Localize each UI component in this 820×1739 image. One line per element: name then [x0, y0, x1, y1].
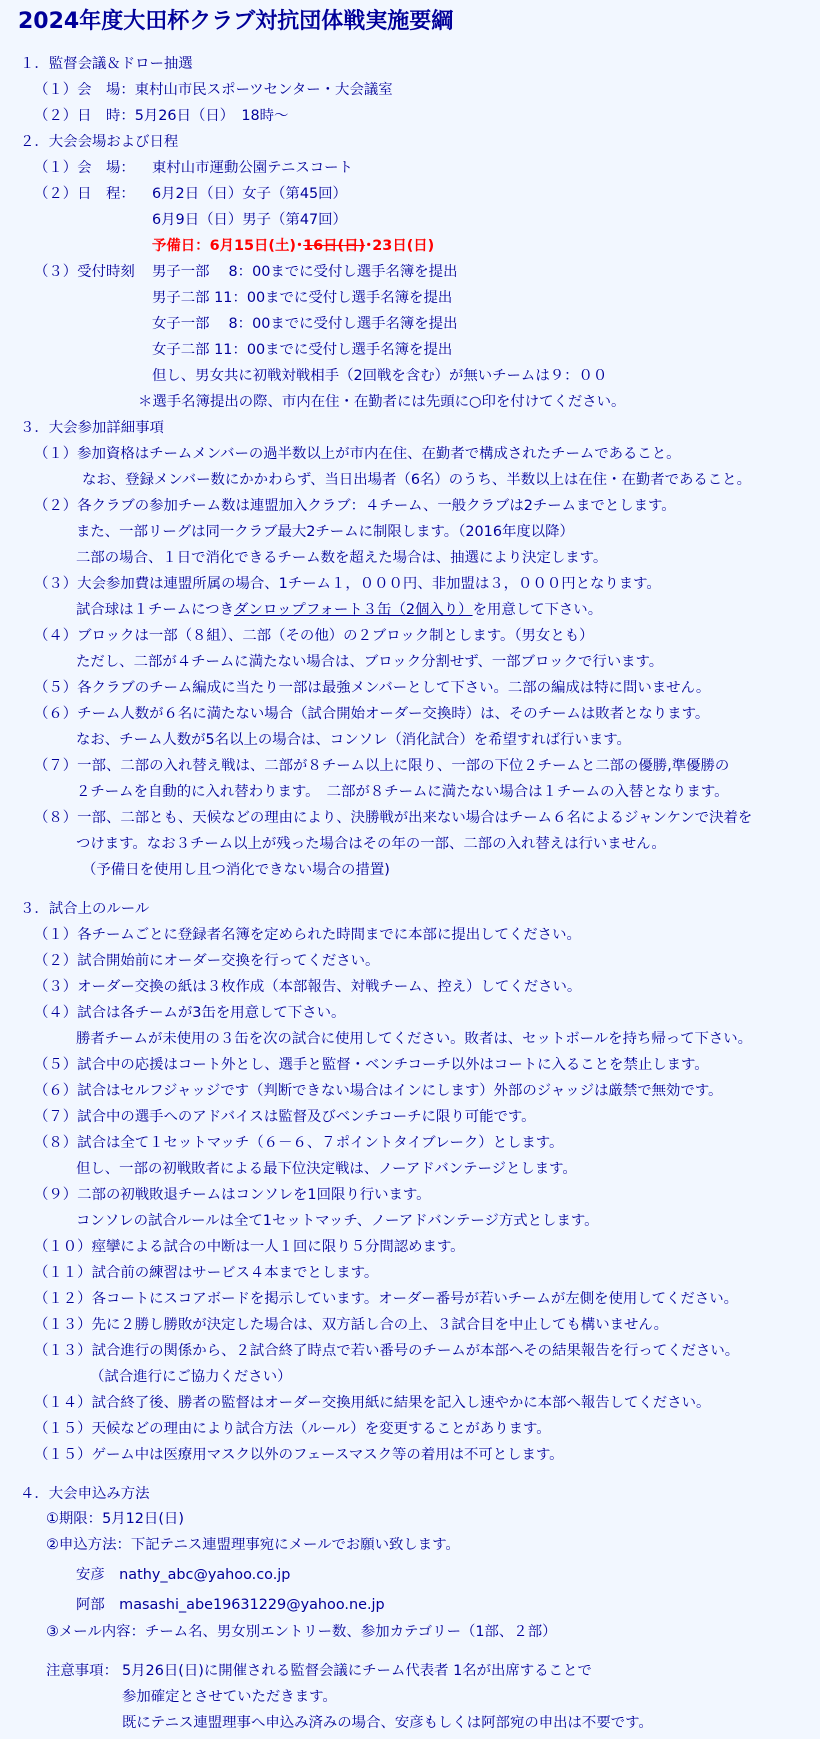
- notice-line: 参加確定とさせていただきます。: [122, 1689, 337, 1705]
- rule-line: （２）試合開始前にオーダー交換を行ってください。: [34, 953, 380, 969]
- detail-line: また、一部リーグは同一クラブ最大2チームに制限します。（2016年度以降）: [76, 524, 574, 540]
- ball-text-a: 試合球は１チームにつき: [76, 602, 235, 618]
- mail-content: ③メール内容：チーム名、男女別エントリー数、参加カテゴリー（1部、２部）: [46, 1624, 557, 1640]
- reception-women-1: 女子一部 8：00までに受付し選手名簿を提出: [152, 316, 458, 332]
- reserve-days-first: 予備日：6月15日(土)･: [152, 238, 304, 254]
- section-3-heading: ３．大会参加詳細事項: [20, 420, 164, 436]
- rule-line: （５）試合中の応援はコート外とし、選手と監督・ベンチコーチ以外はコートに入ることを禁止します。: [34, 1057, 709, 1073]
- rule-line: （１２）各コートにスコアボードを掲示しています。オーダー番号が若いチームが左側を使用してください。: [34, 1291, 738, 1307]
- reception-women-2: 女子二部 11：00までに受付し選手名簿を提出: [152, 342, 453, 358]
- rule-line: 但し、一部の初戦敗者による最下位決定戦は、ノーアドバンテージとします。: [76, 1161, 577, 1177]
- detail-line: （２）各クラブの参加チーム数は連盟加入クラブ：４チーム、一般クラブは2チームまでとします。: [34, 498, 676, 514]
- detail-line: なお、登録メンバー数にかかわらず、当日出場者（6名）のうち、半数以上は在住・在勤者であること。: [82, 472, 751, 488]
- rule-line: （９）二部の初戦敗退チームはコンソレを1回限り行います。: [34, 1187, 431, 1203]
- reception-men-1: 男子一部 8：00までに受付し選手名簿を提出: [152, 264, 458, 280]
- document-title: 2024年度大田杯クラブ対抗団体戦実施要綱: [18, 9, 454, 34]
- detail-line: （８）一部、二部とも、天候などの理由により、決勝戦が出来ない場合はチーム６名によるジャンケンで決着を: [34, 810, 753, 826]
- reception-exception: 但し、男女共に初戦対戦相手（2回戦を含む）が無いチームは９：００: [152, 368, 608, 384]
- reserve-days: [152, 236, 434, 256]
- notice-label: 注意事項：: [46, 1663, 118, 1679]
- detail-line: ２チームを自動的に入れ替わります。 二部が８チームに満たない場合は１チームの入替となります。: [76, 784, 729, 800]
- ball-requirement: [76, 600, 602, 620]
- reserve-days-last: ･23日(日): [365, 238, 435, 254]
- rule-line: （１１）試合前の練習はサービス４本までとします。: [34, 1265, 379, 1281]
- rule-line: コンソレの試合ルールは全て1セットマッチ、ノーアドバンテージ方式とします。: [76, 1213, 599, 1229]
- section-4-heading: ３．試合上のルール: [20, 901, 150, 917]
- rule-line: （１３）先に２勝し勝敗が決定した場合は、双方話し合の上、３試合目を中止しても構いません。: [34, 1317, 669, 1333]
- schedule-men: 6月9日（日）男子（第47回）: [152, 212, 347, 228]
- ball-text-c: を用意して下さい。: [472, 602, 603, 618]
- reception-men-2: 男子二部 11：00までに受付し選手名簿を提出: [152, 290, 453, 306]
- rule-line: （４）試合は各チームが3缶を用意して下さい。: [34, 1005, 346, 1021]
- contact-abe: 阿部 masashi_abe19631229@yahoo.ne.jp: [76, 1597, 385, 1613]
- detail-line: （５）各クラブのチーム編成に当たり一部は最強メンバーとして下さい。二部の編成は特に問いません。: [34, 680, 711, 696]
- section-5-heading: ４．大会申込み方法: [20, 1486, 150, 1502]
- rule-line: （１）各チームごとに登録者名簿を定められた時間までに本部に提出してください。: [34, 927, 581, 943]
- rule-line: 勝者チームが未使用の３缶を次の試合に使用してください。敗者は、セットボールを持ち帰って下さい。: [76, 1031, 753, 1047]
- detail-line: 二部の場合、１日で消化できるチーム数を超えた場合は、抽選により決定します。: [76, 550, 608, 566]
- detail-line: つけます。なお３チーム以上が残った場合はその年の一部、二部の入れ替えは行いません。: [76, 836, 666, 852]
- detail-line: （４）ブロックは一部（８組）、二部（その他）の２ブロック制とします。（男女とも）: [34, 628, 594, 644]
- schedule-women: 6月2日（日）女子（第45回）: [152, 186, 347, 202]
- detail-line: なお、チーム人数が5名以上の場合は、コンソレ（消化試合）を希望すれば行います。: [76, 732, 631, 748]
- section-1-heading: １．監督会議＆ドロー抽選: [20, 56, 193, 72]
- rule-line: （１５）天候などの理由により試合方法（ルール）を変更することがあります。: [34, 1421, 551, 1437]
- ball-text-underlined: ダンロップフォート３缶（2個入り）: [234, 602, 473, 618]
- rule-line: （７）試合中の選手へのアドバイスは監督及びベンチコーチに限り可能です。: [34, 1109, 536, 1125]
- notice-line: 既にテニス連盟理事へ申込み済みの場合、安彦もしくは阿部宛の申出は不要です。: [122, 1715, 653, 1731]
- application-method: ②申込方法：下記テニス連盟理事宛にメールでお願い致します。: [46, 1537, 460, 1553]
- section-2-heading: ２．大会会場および日程: [20, 134, 179, 150]
- schedule-label: （２）日 程：: [34, 186, 135, 202]
- rule-line: （３）オーダー交換の紙は３枚作成（本部報告、対戦チーム、控え）してください。: [34, 979, 582, 995]
- rule-line: （１０）痙攣による試合の中断は一人１回に限り５分間認めます。: [34, 1239, 465, 1255]
- application-deadline: ①期限：5月12日(日): [46, 1511, 184, 1527]
- venue-value: 東村山市運動公園テニスコート: [152, 160, 353, 176]
- detail-line: （７）一部、二部の入れ替え戦は、二部が８チーム以上に限り、一部の下位２チームと二部の優勝,準優勝の: [34, 758, 730, 774]
- rule-line: （試合進行にご協力ください）: [90, 1369, 292, 1385]
- meeting-date: （２）日 時：5月26日（日） 18時～: [34, 108, 289, 124]
- rule-line: （１５）ゲーム中は医療用マスク以外のフェースマスク等の着用は不可とします。: [34, 1447, 564, 1463]
- reception-note: ＊選手名簿提出の際、市内在住・在勤者には先頭に○印を付けてください。: [138, 394, 626, 410]
- detail-line: （１）参加資格はチームメンバーの過半数以上が市内在住、在勤者で構成されたチームであること。: [34, 446, 681, 462]
- notice-line: 5月26日(日)に開催される監督会議にチーム代表者 1名が出席することで: [122, 1663, 592, 1679]
- venue-label: （１）会 場：: [34, 160, 135, 176]
- rule-line: （１３）試合進行の関係から、２試合終了時点で若い番号のチームが本部へその結果報告を行ってください。: [34, 1343, 740, 1359]
- detail-line: （３）大会参加費は連盟所属の場合、1チーム１，０００円、非加盟は３，０００円となります。: [34, 576, 661, 592]
- rule-line: （８）試合は全て１セットマッチ（６－６、７ポイントタイブレーク）とします。: [34, 1135, 564, 1151]
- detail-line: （予備日を使用し且つ消化できない場合の措置): [82, 862, 390, 878]
- rule-line: （１４）試合終了後、勝者の監督はオーダー交換用紙に結果を記入し速やかに本部へ報告してください。: [34, 1395, 711, 1411]
- reception-label: （３）受付時刻: [34, 264, 135, 280]
- contact-abiko: 安彦 nathy_abc@yahoo.co.jp: [76, 1567, 291, 1583]
- meeting-venue: （１）会 場：東村山市民スポーツセンター・大会議室: [34, 82, 393, 98]
- detail-line: ただし、二部が４チームに満たない場合は、ブロック分割せず、一部ブロックで行います。: [76, 654, 664, 670]
- rule-line: （６）試合はセルフジャッジです（判断できない場合はインにします）外部のジャッジは厳禁で無効です。: [34, 1083, 723, 1099]
- reserve-days-cancelled: 16日(日): [303, 238, 366, 254]
- detail-line: （６）チーム人数が６名に満たない場合（試合開始オーダー交換時）は、そのチームは敗者となります。: [34, 706, 710, 722]
